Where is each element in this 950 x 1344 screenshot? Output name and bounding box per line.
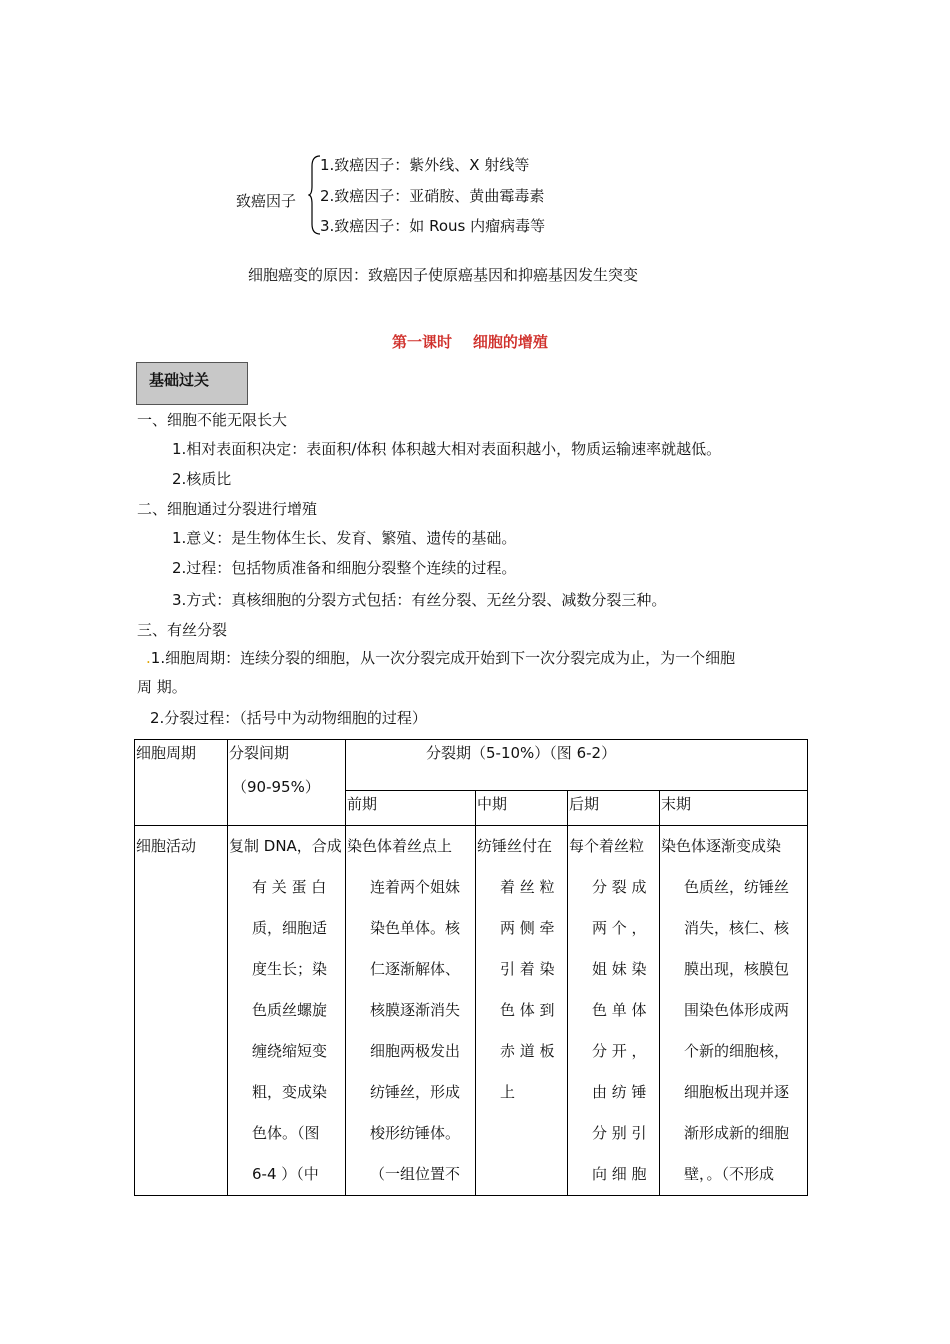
cell-line: 向 细 胞 — [592, 1165, 647, 1183]
mitosis-table — [134, 739, 808, 1196]
carcinogen-item-2: 2.致癌因子：亚硝胺、黄曲霉毒素 — [320, 187, 545, 205]
cell-line: 复制 DNA，合成 — [229, 837, 342, 855]
carcinogen-label: 致癌因子 — [236, 192, 297, 210]
cell-line: 缠绕缩短变 — [252, 1042, 328, 1060]
cell-line: 两 侧 牵 — [500, 919, 555, 937]
cell-line: 染色单体。核 — [370, 919, 461, 937]
cell-line: 色体。（图 — [252, 1124, 320, 1142]
activity-prophase — [346, 826, 476, 1196]
cell-line: 连着两个姐妹 — [370, 878, 461, 896]
activity-anaphase — [568, 826, 660, 1196]
phase-label: 末期 — [661, 795, 692, 813]
lesson-title: 第一课时 细胞的增殖 — [392, 333, 548, 351]
cell-cycle-line-2: 周 期。 — [137, 678, 187, 696]
cell-line: 染色体逐渐变成染 — [661, 837, 782, 855]
row-header-activity: 细胞活动 — [136, 837, 197, 855]
cell-line: 每个着丝粒 — [569, 837, 645, 855]
cell-line: 个新的细胞核， — [684, 1042, 790, 1060]
phase-label: 中期 — [477, 795, 508, 813]
cell-line: 纺锤丝付在 — [477, 837, 553, 855]
cell-line: 膜出现，核膜包 — [684, 960, 790, 978]
table-header-division — [346, 740, 808, 791]
section-1-point-2: 2.核质比 — [172, 470, 232, 488]
cell-line: 细胞两极发出 — [370, 1042, 461, 1060]
interphase-label: 分裂间期 — [229, 744, 290, 762]
table-header-cycle — [135, 740, 228, 826]
cell-line: 纺锤丝，形成 — [370, 1083, 461, 1101]
section-1-point-1: 1.相对表面积决定：表面积/体积 体积越大相对表面积越小，物质运输速率就越低。 — [172, 440, 722, 458]
box-label: 基础过关 — [149, 371, 210, 389]
cell-line: 仁逐渐解体、 — [370, 960, 461, 978]
cell-line: 6-4 ）（中 — [252, 1165, 319, 1183]
cell-line: 粗，变成染 — [252, 1083, 328, 1101]
phase-label: 前期 — [347, 795, 378, 813]
activity-interphase — [228, 826, 346, 1196]
phase-label: 后期 — [569, 795, 600, 813]
section-heading-3: 三、有丝分裂 — [137, 621, 228, 639]
row-header-activity-cell — [135, 826, 228, 1196]
cell-line: 色质丝螺旋 — [252, 1001, 328, 1019]
cell-line: 度生长；染 — [252, 960, 328, 978]
cell-line: （一组位置不 — [370, 1165, 461, 1183]
phase-header-metaphase — [476, 791, 568, 826]
cell-cycle-dot: . — [146, 649, 151, 667]
cell-line: 姐 妹 染 — [592, 960, 647, 978]
cell-cycle-line-1 — [146, 647, 735, 668]
carcinogen-item-3: 3.致癌因子：如 Rous 内瘤病毒等 — [320, 217, 546, 235]
cell-line: 质，细胞适 — [252, 919, 328, 937]
phase-header-anaphase — [568, 791, 660, 826]
cell-line: 引 着 染 — [500, 960, 555, 978]
cell-line: 由 纺 锤 — [592, 1083, 647, 1101]
cell-line: 细胞板出现并逐 — [684, 1083, 790, 1101]
cell-cycle-text: 1.细胞周期：连续分裂的细胞，从一次分裂完成开始到下一次分裂完成为止，为一个细胞 — [150, 649, 736, 667]
cell-line: 核膜逐渐消失 — [370, 1001, 461, 1019]
cell-line: 着 丝 粒 — [500, 878, 555, 896]
section-heading-2: 二、细胞通过分裂进行增殖 — [137, 500, 318, 518]
section-2-point-2: 2.过程：包括物质准备和细胞分裂整个连续的过程。 — [172, 559, 517, 577]
cell-line: 分 开 ， — [592, 1042, 647, 1060]
division-label: 分裂期（5-10%）（图 6-2） — [426, 744, 617, 762]
phase-header-telophase — [660, 791, 808, 826]
cell-line: 围染色体形成两 — [684, 1001, 790, 1019]
activity-telophase — [660, 826, 808, 1196]
cell-line: 色 体 到 — [500, 1001, 555, 1019]
section-2-point-3: 3.方式：真核细胞的分裂方式包括：有丝分裂、无丝分裂、减数分裂三种。 — [172, 591, 667, 609]
activity-metaphase — [476, 826, 568, 1196]
cell-line: 上 — [500, 1083, 516, 1101]
process-intro: 2.分裂过程：（括号中为动物细胞的过程） — [150, 709, 427, 727]
cancer-cause-text: 细胞癌变的原因：致癌因子使原癌基因和抑癌基因发生突变 — [248, 266, 639, 284]
table-header-interphase — [228, 740, 346, 826]
cell-line: 两 个 ， — [592, 919, 647, 937]
row-header-cycle: 细胞周期 — [136, 744, 197, 762]
carcinogen-item-1: 1.致癌因子：紫外线、X 射线等 — [320, 156, 530, 174]
cell-line: 壁，。（不形成 — [684, 1165, 775, 1183]
cell-line: 分 裂 成 — [592, 878, 647, 896]
section-2-point-1: 1.意义：是生物体生长、发育、繁殖、遗传的基础。 — [172, 529, 517, 547]
cell-line: 分 别 引 — [592, 1124, 647, 1142]
cell-line: 赤 道 板 — [500, 1042, 555, 1060]
cell-line: 色 单 体 — [592, 1001, 647, 1019]
cell-line: 渐形成新的细胞 — [684, 1124, 790, 1142]
section-heading-1: 一、细胞不能无限长大 — [137, 411, 288, 429]
cell-line: 梭形纺锤体。 — [370, 1124, 461, 1142]
cell-line: 消失，核仁、核 — [684, 919, 790, 937]
phase-header-prophase — [346, 791, 476, 826]
cell-line: 色质丝，纺锤丝 — [684, 878, 790, 896]
interphase-percent: （90-95%） — [232, 778, 320, 796]
cell-line: 有 关 蛋 白 — [252, 878, 327, 896]
cell-line: 染色体着丝点上 — [347, 837, 453, 855]
section-box — [136, 362, 248, 405]
